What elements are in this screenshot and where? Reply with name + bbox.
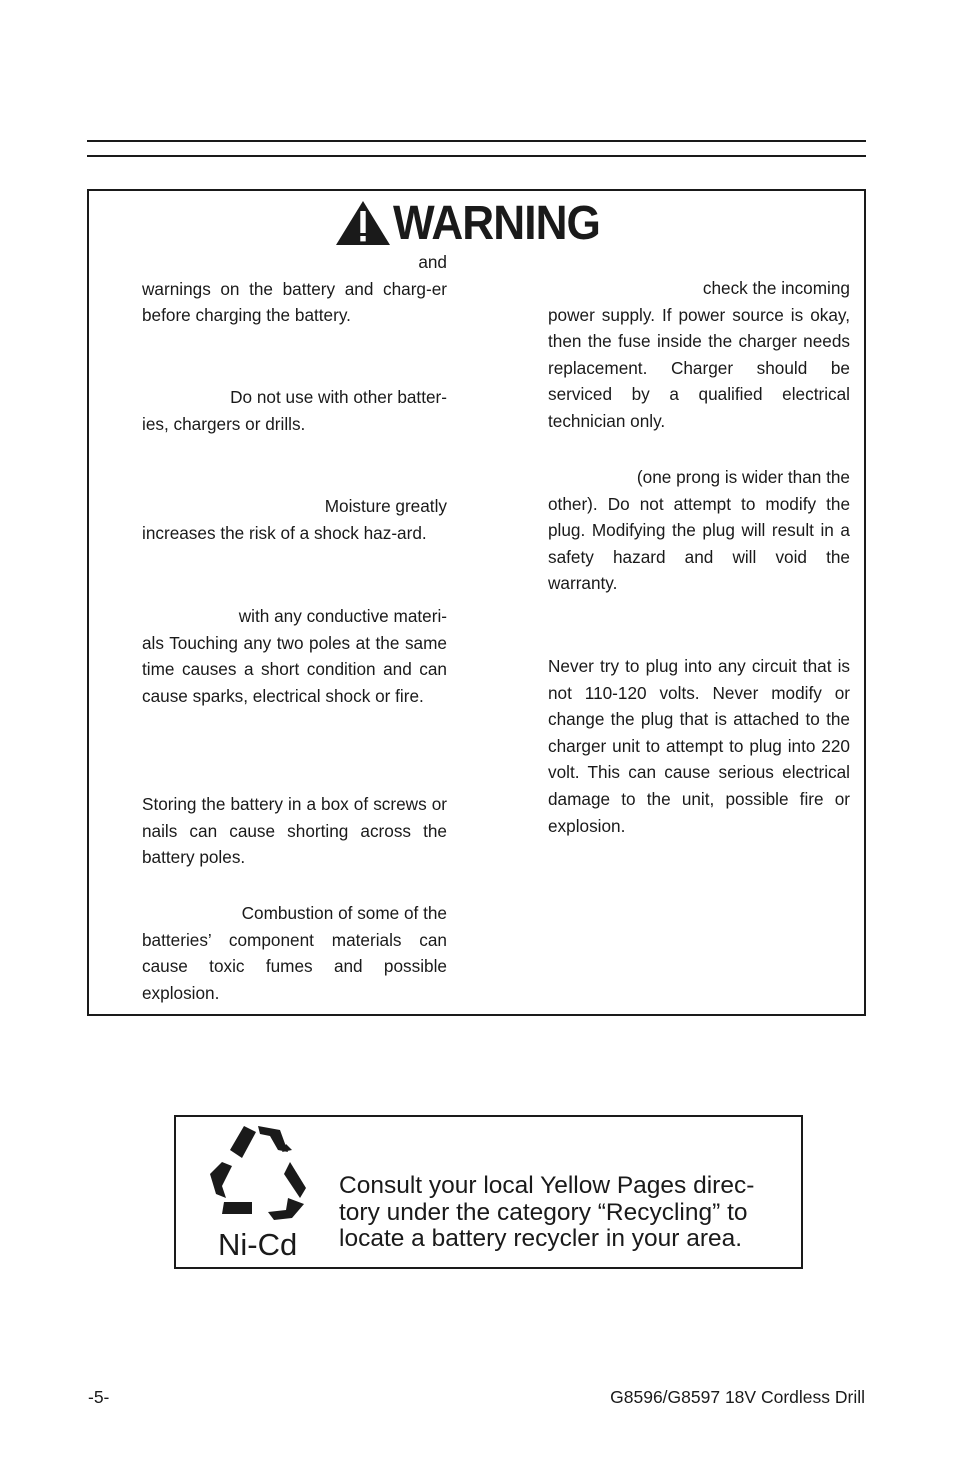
item-text: Storing the battery in a box of screws or nails can cause shorting across the battery poles. <box>142 794 447 868</box>
item-text: ies, chargers or drills. <box>142 413 306 434</box>
item-text: batteries’ component materials can cause toxic fumes and possible explosion. <box>142 929 447 1003</box>
warning-header <box>335 197 618 249</box>
warning-left-item-1 <box>142 249 447 329</box>
warning-title: WARNING <box>393 196 600 250</box>
warning-right-item-2 <box>548 464 850 597</box>
recycle-box <box>174 1115 803 1269</box>
item-text: other). Do not attempt to modify the plug. Modifying the plug will result in a safety hazard and will void the warranty. <box>548 493 850 594</box>
recycle-message: Consult your local Yellow Pages direc-tory under the category “Recycling” to locate a battery recycler in your area. <box>339 1172 755 1252</box>
item-text: increases the risk of a shock haz-ard. <box>142 522 427 543</box>
item-lead: check the incoming <box>702 278 850 298</box>
item-lead: with any conductive materi- <box>238 606 447 626</box>
recycle-icon <box>208 1122 312 1226</box>
warning-left-item-3 <box>142 493 447 546</box>
warning-right-item-1 <box>548 275 850 435</box>
item-lead: (one prong is wider than the <box>636 467 850 487</box>
nicd-label: Ni-Cd <box>218 1227 298 1262</box>
item-text: als Touching any two poles at the same time causes a short condition and can cause sparks, electrical shock or fire. <box>142 632 447 706</box>
warning-box <box>87 189 866 1016</box>
item-lead: and <box>418 252 447 272</box>
warning-left-item-2 <box>142 384 447 437</box>
second-rule <box>87 155 866 157</box>
warning-left-item-6 <box>142 900 447 1006</box>
top-rule <box>87 140 866 142</box>
page-number: -5- <box>88 1387 110 1407</box>
item-lead: Combustion of some of the <box>241 903 447 923</box>
item-lead: Moisture greatly <box>324 496 447 516</box>
warning-left-item-5 <box>142 791 447 871</box>
warning-left-item-4 <box>142 603 447 709</box>
warning-triangle-icon <box>335 200 391 246</box>
item-lead: Do not use with other batter- <box>230 387 447 407</box>
item-text: power supply. If power source is okay, then the fuse inside the charger needs replacement. Charger should be serviced by a qualified electrical technician only. <box>548 304 850 431</box>
footer-model: G8596/G8597 18V Cordless Drill <box>610 1387 865 1407</box>
item-text: warnings on the battery and charg-er before charging the battery. <box>142 278 447 326</box>
item-text: Never try to plug into any circuit that is not 110-120 volts. Never modify or change the plug that is attached to the charger unit to attempt to plug into 220 volt. This can cause serious electrical damage to the unit, possible fire or explosion. <box>548 656 850 836</box>
warning-right-item-3 <box>548 653 850 839</box>
